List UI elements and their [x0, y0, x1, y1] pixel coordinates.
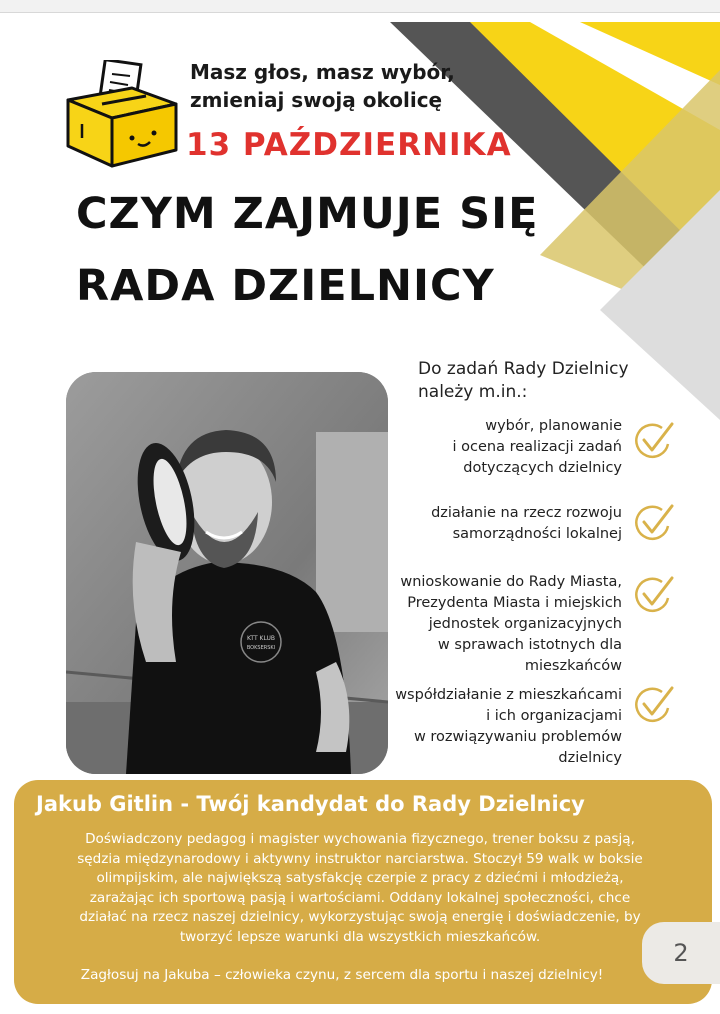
shirt-logo-text-1: KTT KLUB [246, 635, 276, 642]
ballot-box-illustration [62, 60, 182, 170]
task-line: i ich organizacjami [486, 708, 622, 724]
tasks-intro-line-1: Do zadań Rady Dzielnicy [418, 359, 629, 379]
task-line: dzielnicy [558, 750, 622, 766]
tasks-intro [418, 358, 658, 404]
task-line: w rozwiązywaniu problemów [413, 729, 622, 745]
checkmark-circle-icon [632, 574, 676, 614]
task-line: samorządności lokalnej [452, 526, 622, 542]
task-line: mieszkańców [524, 658, 622, 674]
task-line: w sprawach istotnych dla [437, 637, 622, 653]
task-line: współdziałanie z mieszkańcami [395, 687, 622, 703]
task-item [452, 416, 622, 479]
bio-line: Doświadczony pedagog i magister wychowania fizycznego, trener boksu z pasją, [85, 831, 635, 847]
task-line: jednostek organizacyjnych [428, 616, 622, 632]
bio-line: zarażając ich sportową pasją i wartościami. Oddany lokalnej społeczności, chce [89, 889, 631, 906]
task-line: dotyczących dzielnicy [463, 460, 622, 476]
task-line: wybór, planowanie [485, 418, 622, 434]
page-title-line-1: CZYM ZAJMUJE SIĘ [76, 189, 539, 239]
candidate-bio-text [34, 830, 686, 947]
task-item [395, 685, 622, 769]
candidate-bio-box [14, 780, 712, 1004]
task-line: działanie na rzecz rozwoju [431, 505, 622, 521]
task-item [400, 572, 622, 677]
tasks-intro-line-2: należy m.in.: [418, 382, 528, 402]
slogan-line-2: zmieniaj swoją okolicę [190, 88, 443, 112]
checkmark-circle-icon [632, 420, 676, 460]
task-item [431, 503, 622, 545]
page-title-line-2: RADA DZIELNICY [76, 261, 495, 311]
bio-line: tworzyć lepsze warunki dla wszystkich mieszkańców. [179, 928, 541, 945]
task-line: Prezydenta Miasta i miejskich [407, 595, 622, 611]
slogan-line-1: Masz głos, masz wybór, [190, 60, 455, 84]
bio-line: olimpijskim, ale największą satysfakcję czerpie z pracy z dziećmi i młodzieżą, [96, 870, 624, 886]
candidate-photo [66, 372, 388, 774]
checkmark-circle-icon [632, 502, 676, 542]
bio-line: działać na rzecz naszej dzielnicy, wykorzystując swoją energię i doświadczenie, by [79, 909, 641, 925]
task-line: i ocena realizacji zadań [452, 439, 622, 455]
bio-line: sędzia międzynarodowy i aktywny instruktor narciarstwa. Stoczył 59 walk w boksie [77, 850, 643, 867]
checkmark-circle-icon [632, 684, 676, 724]
vote-call-to-action: Zagłosuj na Jakuba – człowieka czynu, z sercem dla sportu i naszej dzielnicy! [80, 967, 604, 983]
shirt-logo-text-2: BOKSERSKI [246, 645, 276, 651]
candidate-bio-title: Jakub Gitlin - Twój kandydat do Rady Dzielnicy [36, 792, 585, 816]
task-line: wnioskowanie do Rady Miasta, [400, 574, 622, 590]
election-date: 13 PAŹDZIERNIKA [186, 127, 512, 163]
page-number: 2 [642, 922, 720, 984]
